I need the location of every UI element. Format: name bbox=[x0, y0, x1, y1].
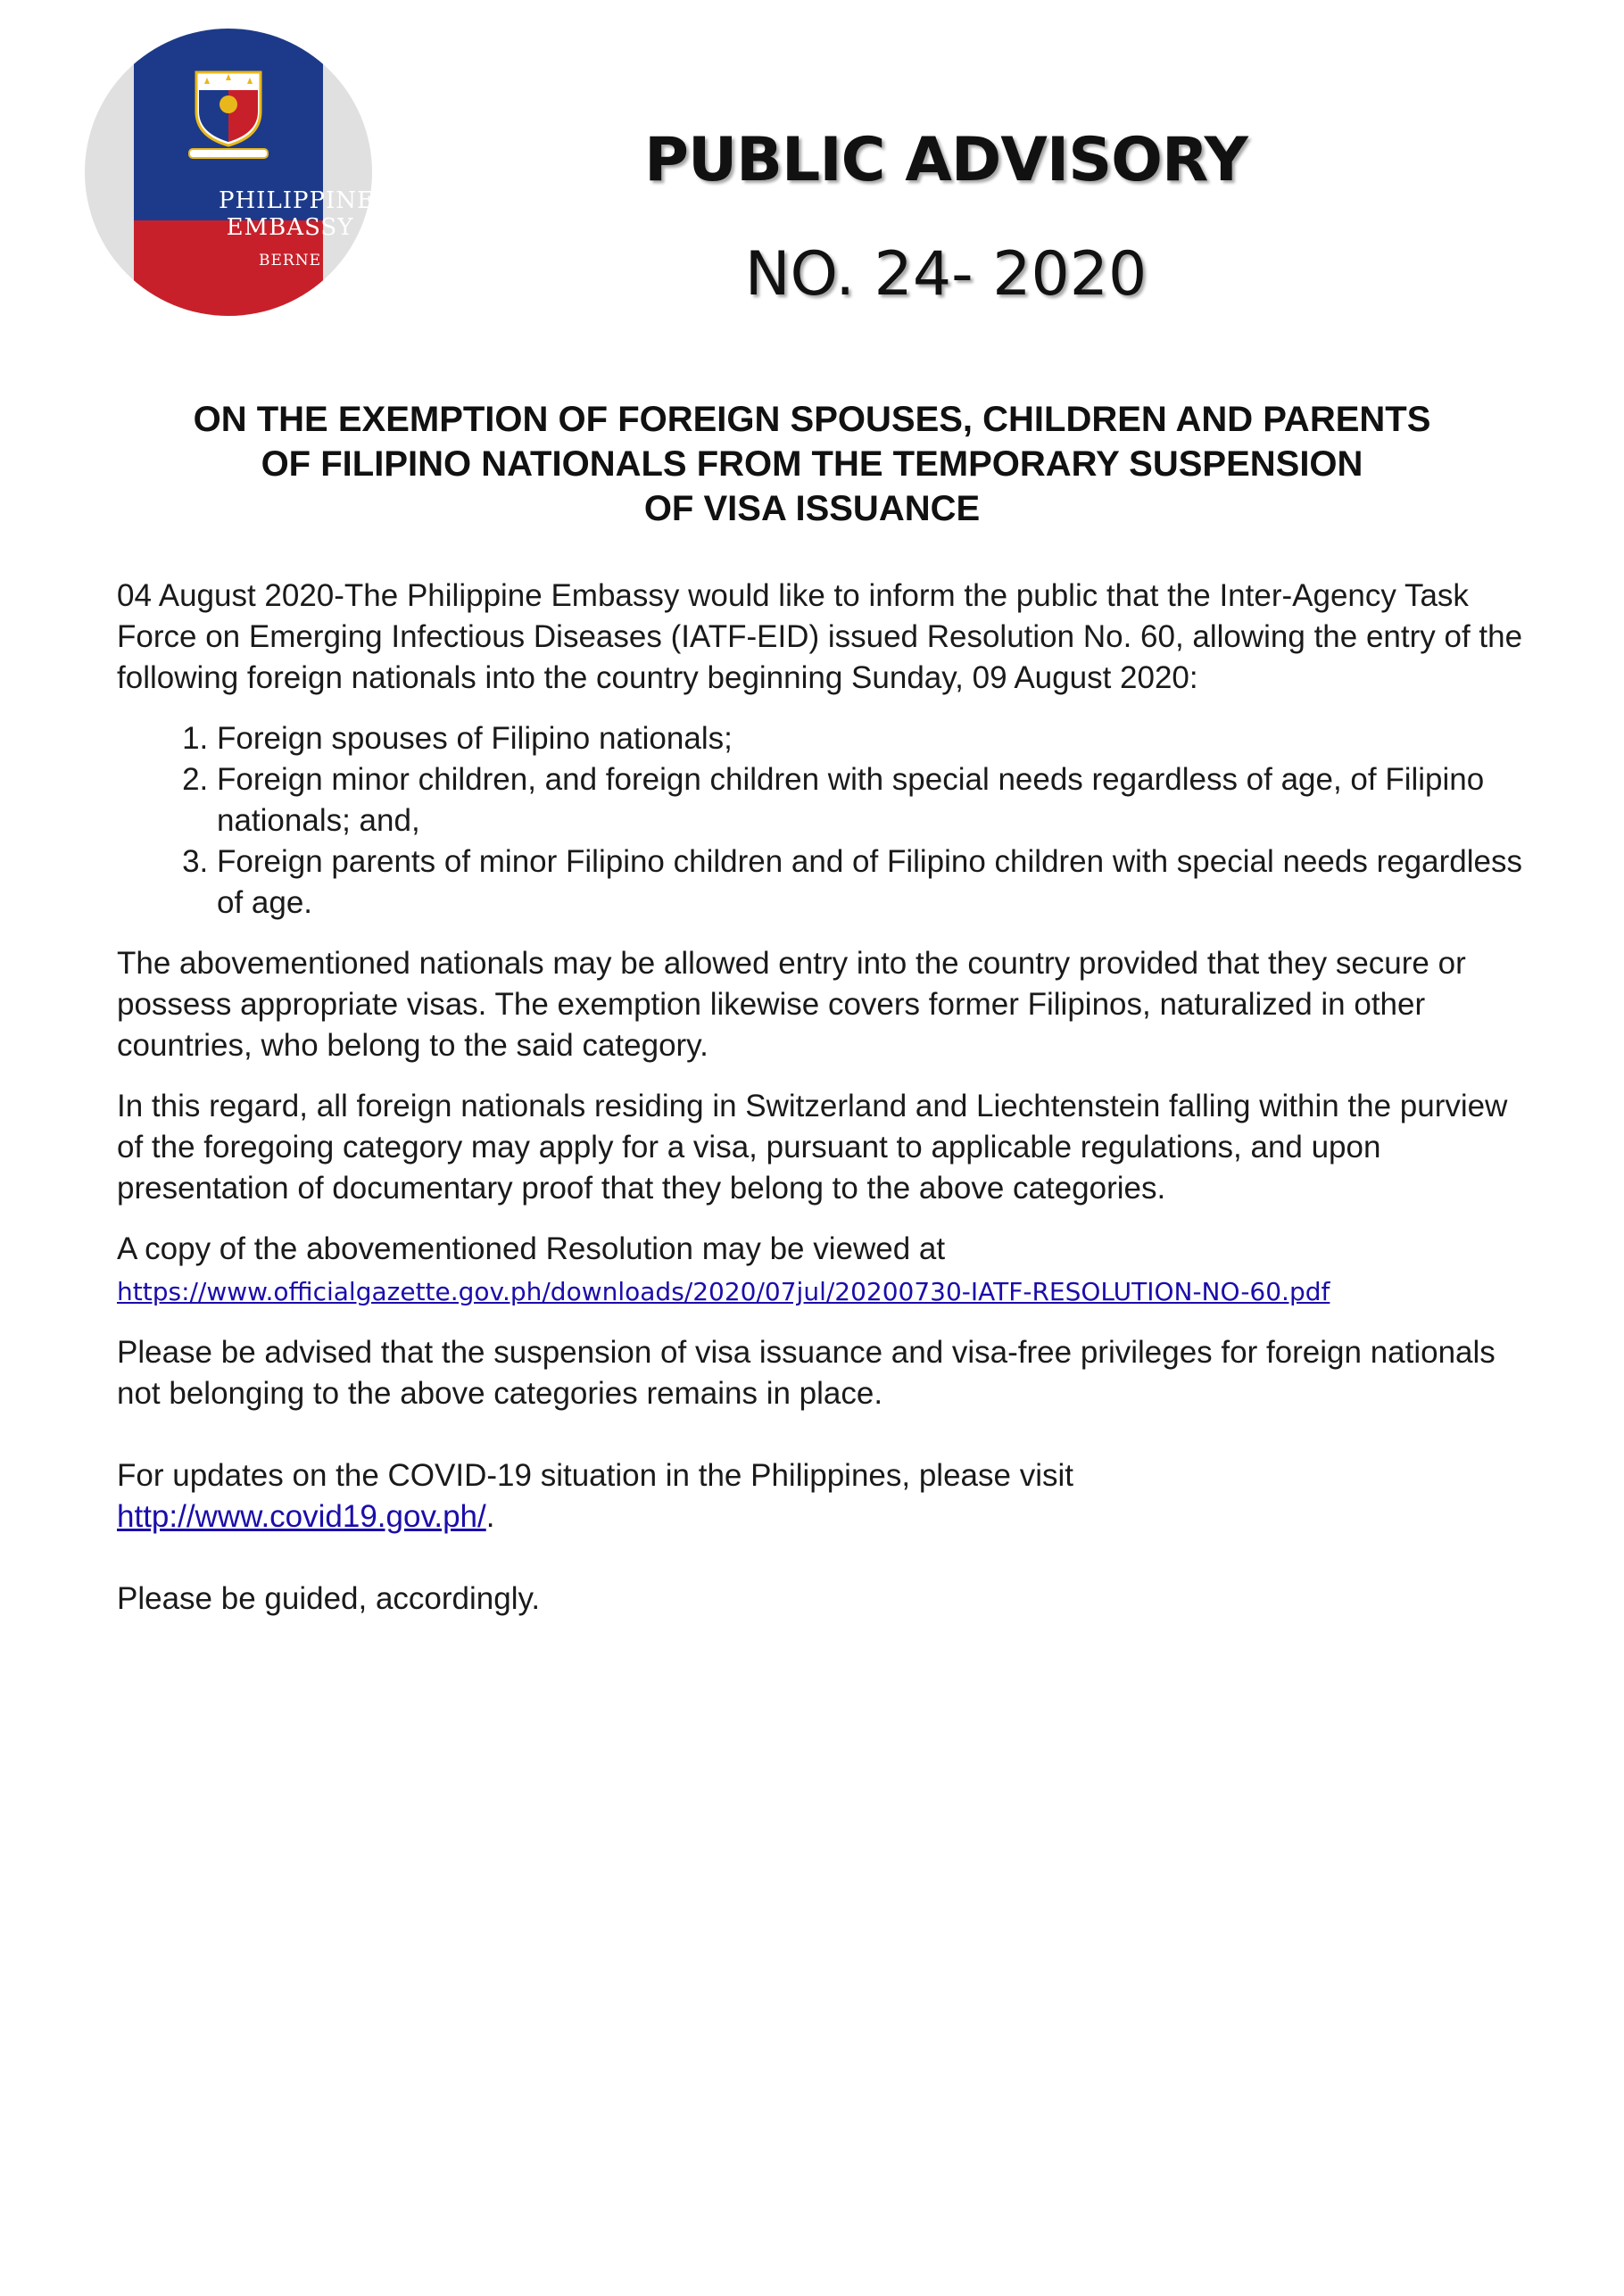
resolution-text: A copy of the abovementioned Resolution may be viewed at bbox=[117, 1231, 946, 1266]
list-item: 1. Foreign spouses of Filipino nationals; bbox=[217, 718, 1527, 759]
subject-line: ON THE EXEMPTION OF FOREIGN SPOUSES, CHILDREN AND PARENTS bbox=[193, 400, 1431, 439]
application-paragraph: In this regard, all foreign nationals residing in Switzerland and Liechtenstein falling within the purview of the foregoing category may apply for a visa, pursuant to applicable regulations, and upon presentation of documentary proof that they belong to the above categories. bbox=[117, 1089, 1508, 1206]
list-item: 3. Foreign parents of minor Filipino children and of Filipino children with special needs regardless of age. bbox=[217, 841, 1527, 924]
logo-text-embassy: EMBASSY bbox=[226, 214, 354, 241]
suspension-paragraph: Please be advised that the suspension of visa issuance and visa-free privileges for foreign nationals not belonging to the above categories remains in place. bbox=[117, 1335, 1496, 1411]
subject-line: OF VISA ISSUANCE bbox=[643, 489, 981, 528]
advisory-number: NO. 24- 2020 bbox=[744, 239, 1148, 310]
resolution-paragraph bbox=[117, 1229, 1527, 1313]
covid-link[interactable]: http://www.covid19.gov.ph/ bbox=[117, 1499, 486, 1534]
resolution-link[interactable]: https://www.officialgazette.gov.ph/downloads/2020/07jul/20200730-IATF-RESOLUTION-NO-60.pdf bbox=[117, 1277, 1330, 1306]
subject-heading bbox=[98, 397, 1526, 531]
logo-text-philippine: PHILIPPINE bbox=[219, 187, 375, 214]
subject-line: OF FILIPINO NATIONALS FROM THE TEMPORARY SUSPENSION bbox=[261, 444, 1363, 484]
updates-paragraph bbox=[117, 1455, 1527, 1538]
conditions-paragraph: The abovementioned nationals may be allowed entry into the country provided that they secure or possess appropriate visas. The exemption likewise covers former Filipinos, naturalized in other countries, who belong to the said category. bbox=[117, 946, 1466, 1063]
advisory-title: PUBLIC ADVISORY bbox=[644, 125, 1247, 195]
embassy-seal-icon bbox=[85, 29, 375, 316]
advisory-body bbox=[117, 576, 1527, 1639]
list-item: 2. Foreign minor children, and foreign children with special needs regardless of age, of Filipino nationals; and, bbox=[217, 759, 1527, 841]
intro-paragraph: 04 August 2020-The Philippine Embassy would like to inform the public that the Inter-Agency Task Force on Emerging Infectious Diseases (IATF-EID) issued Resolution No. 60, allowing the entry of the following foreign nationals into the country beginning Sunday, 09 August 2020: bbox=[117, 578, 1523, 695]
logo-text-berne: BERNE bbox=[259, 252, 321, 269]
closing-line: Please be guided, accordingly. bbox=[117, 1581, 541, 1616]
eligible-categories-list bbox=[117, 718, 1527, 924]
embassy-logo bbox=[85, 29, 375, 316]
updates-text: For updates on the COVID-19 situation in the Philippines, please visit bbox=[117, 1458, 1073, 1493]
covid-link-suffix: . bbox=[485, 1499, 495, 1534]
